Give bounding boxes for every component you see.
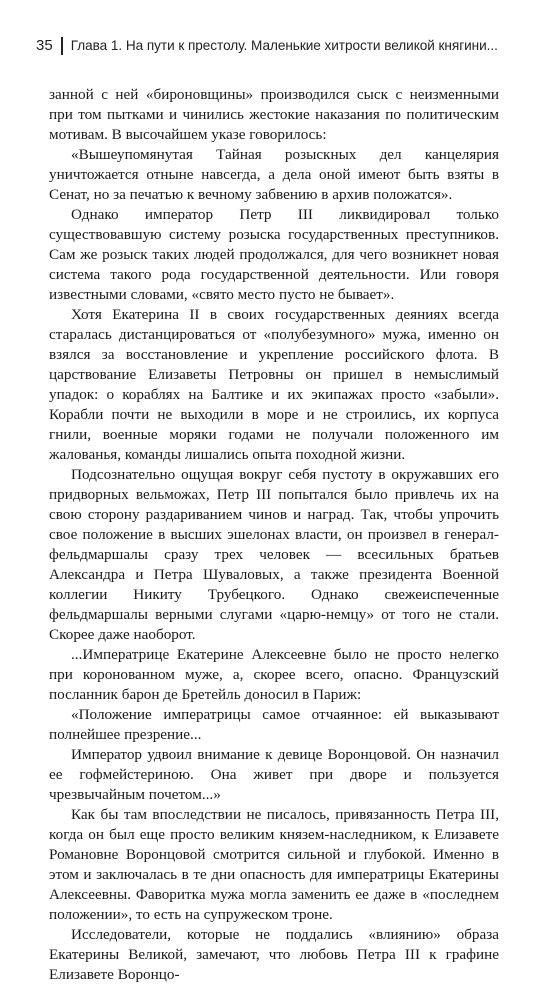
running-header (36, 36, 500, 56)
quote-paragraph: «Положение императрицы самое отчаянное: ей выказывают полнейшее презрение... (49, 706, 499, 743)
header-separator (61, 37, 63, 55)
body-text (49, 85, 499, 985)
quote-paragraph: Император удвоил внимание к девице Воронцовой. Он назначил ее гофмейстериною. Она живет при дворе и пользуется чрезвычайным почетом...» (49, 746, 499, 803)
paragraph: Подсознательно ощущая вокруг себя пустоту в окружавших его придворных вельможах, Петр III попытался было привлечь их на свою сторону раздариванием чинов и наград. Так, чтобы упрочить свое положение в высших эшелонах власти, он произвел в генерал-фельдмаршалы сразу трех человек — всесильных братьев Александра и Петра Шуваловых, а также президента Военной коллегии Никиту Трубецкого. Однако свежеиспеченные фельдмаршалы верными слугами «царю-немцу» от того не стали. Скорее даже наоборот. (49, 466, 499, 643)
running-title: Глава 1. На пути к престолу. Маленькие хитрости великой княгини... (70, 38, 498, 53)
paragraph: Хотя Екатерина II в своих государственных деяниях всегда старалась дистанцироваться от «полубезумного» мужа, именно он взялся за восстановление и укрепление российского флота. В царствование Елизаветы Петровны он пришел в немыслимый упадок: о кораблях на Балтике и их экипажах просто «забыли». Корабли почти не выходили в море и не строились, их корпуса гнили, военные моряки годами не получали положенного им жалованья, команды лишались опыта походной жизни. (49, 306, 499, 463)
paragraph: ...Императрице Екатерине Алексеевне было не просто нелегко при коронованном муже, а, скорее всего, опасно. Французский посланник барон де Бретейль доносил в Париж: (49, 646, 499, 703)
paragraph: Однако император Петр III ликвидировал только существовавшую систему розыска государственных преступников. Сам же розыск таких людей продолжался, для чего возникнет новая система такого рода государственной деятельности. Или говоря известными словами, «свято место пусто не бывает». (49, 206, 499, 303)
quote-paragraph: «Вышеупомянутая Тайная розыскных дел канцелярия уничтожается отныне навсегда, а дела оной имеют быть взяты в Сенат, но за печатью к вечному забвению в архив положатся». (49, 146, 499, 203)
paragraph: Исследователи, которые не поддались «влиянию» образа Екатерины Великой, замечают, что любовь Петра III к графине Елизавете Воронцо- (49, 926, 499, 983)
paragraph-continuation: занной с ней «бироновщины» производился сыск с неизменными при том пытками и чинились жестокие наказания по политическим мотивам. В высочайшем указе говорилось: (49, 86, 499, 143)
page-number: 35 (36, 37, 53, 54)
paragraph: Как бы там впоследствии не писалось, привязанность Петра III, когда он был еще просто великим князем-наследником, к Елизавете Романовне Воронцовой смотрится сильной и глубокой. Именно в этом и заключалась в те дни опасность для императрицы Екатерины Алексеевны. Фаворитка мужа могла заменить ее даже в «последнем положении», то есть на супружеском троне. (49, 806, 499, 923)
